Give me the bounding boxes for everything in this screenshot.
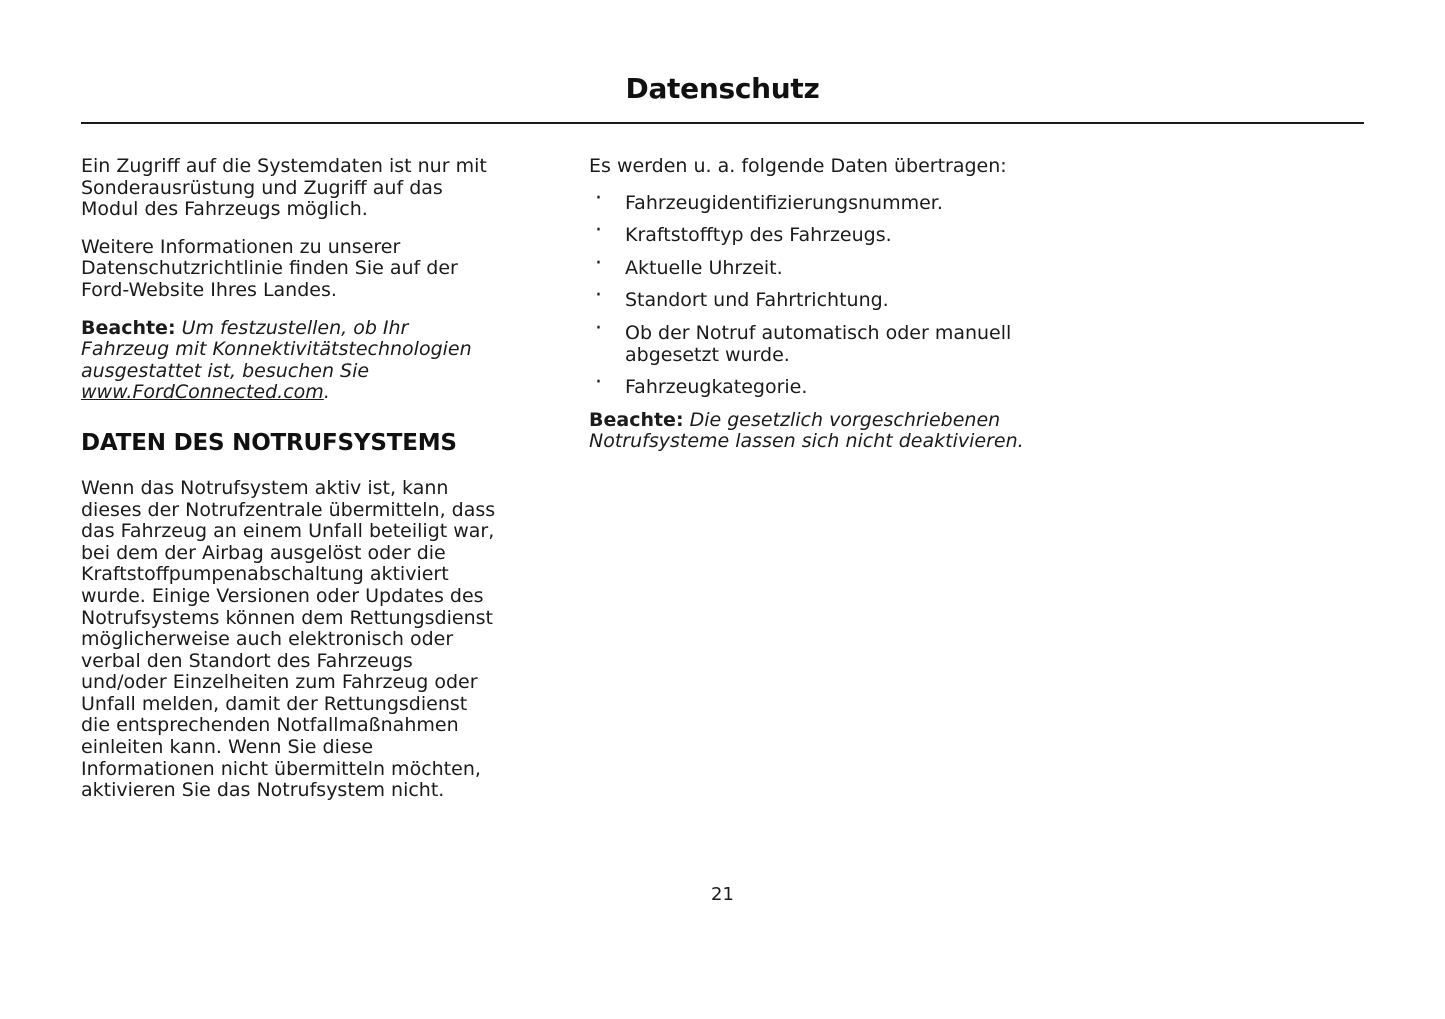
note-text-after-link: . [323, 381, 330, 404]
title-divider [81, 122, 1364, 124]
paragraph-privacy-policy-info: Weitere Informationen zu unserer Datenschutzrichtlinie finden Sie auf der Ford-Website Ihres Landes. [81, 235, 458, 301]
list-item: · Fahrzeugkategorie. [589, 377, 1069, 399]
note-label-beachte-1: Beachte: [81, 316, 176, 339]
note-label-beachte-2: Beachte: [589, 408, 684, 431]
list-item: · Aktuelle Uhrzeit. [589, 258, 1069, 280]
list-item: · Kraftstofftyp des Fahrzeugs. [589, 225, 1069, 247]
note-connectivity [81, 318, 501, 404]
note-text-before-link: Um festzustellen, ob Ihr Fahrzeug mit Konnektivitätstechnologien ausgestattet ist, besuchen Sie [81, 316, 472, 382]
right-column [589, 156, 1069, 818]
list-item: · Standort und Fahrtrichtung. [589, 290, 1069, 312]
section-heading-emergency-call-data: DATEN DES NOTRUFSYSTEMS [81, 429, 457, 456]
note-mandatory-emergency-systems [589, 410, 1069, 453]
paragraph-emergency-call-system: Wenn das Notrufsystem aktiv ist, kann dieses der Notrufzentrale übermitteln, dass das Fahrzeug an einem Unfall beteiligt war, bei dem der Airbag ausgelöst oder die Kraftstoffpumpenabschaltung aktiviert wurde. Einige Versionen oder Updates des Notrufsystems können dem Rettungsdienst möglicherweise auch elektronisch oder verbal den Standort des Fahrzeugs und/oder Einzelheiten zum Fahrzeug oder Unfall melden, damit der Rettungsdienst die entsprechenden Notfallmaßnahmen einleiten kann. Wenn Sie diese Informationen nicht übermitteln möchten, aktivieren Sie das Notrufsystem nicht. [81, 476, 496, 802]
note-text-2: Die gesetzlich vorgeschriebenen Notrufsysteme lassen sich nicht deaktivieren. [589, 408, 1024, 453]
list-item: · Fahrzeugidentifizierungsnummer. [589, 193, 1069, 215]
content-columns [81, 156, 1364, 818]
page-number: 21 [711, 884, 734, 905]
page-title: Datenschutz [625, 72, 820, 105]
fordconnected-link[interactable]: www.FordConnected.com [81, 381, 324, 404]
left-column [81, 156, 501, 818]
paragraph-system-data-access: Ein Zugriff auf die Systemdaten ist nur mit Sonderausrüstung und Zugriff auf das Modul des Fahrzeugs möglich. [81, 155, 487, 221]
transmitted-data-list [589, 193, 1069, 399]
paragraph-transmitted-data-intro: Es werden u. a. folgende Daten übertragen: [589, 155, 1007, 177]
list-item: · Ob der Notruf automatisch oder manuell abgesetzt wurde. [589, 323, 1069, 366]
